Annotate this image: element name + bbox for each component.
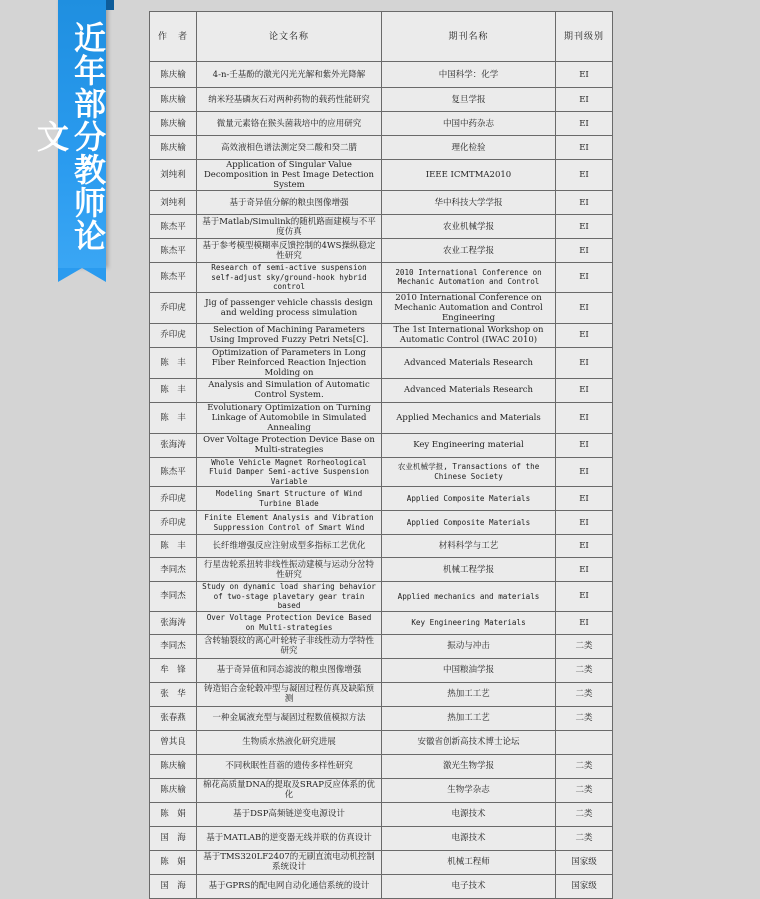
- level-cell: 二类: [556, 826, 613, 850]
- header-title: 论文名称: [197, 12, 382, 62]
- table-row: [150, 658, 613, 682]
- paper-title-cell: Application of Singular Value Decomposition in Pest Image Detection System: [197, 160, 382, 191]
- level-cell: 国家级: [556, 874, 613, 898]
- journal-cell: IEEE ICMTMA2010: [382, 160, 556, 191]
- journal-cell: 安徽省创新高技术博士论坛: [382, 730, 556, 754]
- journal-cell: 振动与冲击: [382, 634, 556, 658]
- table-row: [150, 611, 613, 634]
- journal-cell: 农业工程学报: [382, 239, 556, 263]
- journal-cell: 理化检验: [382, 136, 556, 160]
- journal-cell: Advanced Materials Research: [382, 378, 556, 402]
- banner-notch: [58, 268, 106, 282]
- level-cell: EI: [556, 558, 613, 582]
- level-cell: EI: [556, 487, 613, 511]
- author-cell: 乔印虎: [150, 511, 197, 535]
- paper-title-cell: 基于参考模型模糊率反馈控制的4WS操纵稳定性研究: [197, 239, 382, 263]
- paper-title-cell: 基于TMS320LF2407的无刷直流电动机控制系统设计: [197, 850, 382, 874]
- paper-title-cell: Optimization of Parameters in Long Fiber Reinforced Reaction Injection Molding on: [197, 347, 382, 378]
- journal-cell: 激光生物学报: [382, 754, 556, 778]
- table-row: [150, 215, 613, 239]
- table-body: [150, 62, 613, 899]
- table-header-row: [150, 12, 613, 62]
- level-cell: EI: [556, 215, 613, 239]
- paper-title-cell: Evolutionary Optimization on Turning Linkage of Automobile in Simulated Annealing: [197, 402, 382, 433]
- table-row: [150, 511, 613, 535]
- header-journal: 期刊名称: [382, 12, 556, 62]
- level-cell: 二类: [556, 682, 613, 706]
- paper-title-cell: 一种金属液充型与凝固过程数值模拟方法: [197, 706, 382, 730]
- paper-title-cell: Selection of Machining Parameters Using Improved Fuzzy Petri Nets[C].: [197, 323, 382, 347]
- level-cell: EI: [556, 457, 613, 487]
- journal-cell: 华中科技大学学报: [382, 191, 556, 215]
- table-row: [150, 402, 613, 433]
- level-cell: EI: [556, 433, 613, 457]
- journal-cell: 中国粮油学报: [382, 658, 556, 682]
- level-cell: EI: [556, 62, 613, 88]
- paper-title-cell: 基于奇异值和同态滤波的粮虫图像增强: [197, 658, 382, 682]
- paper-title-cell: 不同秋眠性苜蓿的遗传多样性研究: [197, 754, 382, 778]
- journal-cell: Key Engineering Materials: [382, 611, 556, 634]
- level-cell: EI: [556, 263, 613, 293]
- table-row: [150, 292, 613, 323]
- paper-title-cell: 棉花高质量DNA的提取及SRAP反应体系的优化: [197, 778, 382, 802]
- journal-cell: 农业机械学报, Transactions of the Chinese Society: [382, 457, 556, 487]
- paper-title-cell: 基于Matlab/Simulink的随机路面建模与不平度仿真: [197, 215, 382, 239]
- author-cell: 陈杰平: [150, 215, 197, 239]
- author-cell: 国 海: [150, 874, 197, 898]
- table-row: [150, 347, 613, 378]
- table-row: [150, 558, 613, 582]
- author-cell: 李同杰: [150, 582, 197, 612]
- journal-cell: 热加工工艺: [382, 682, 556, 706]
- paper-title-cell: 铸造铝合金轮毂冲型与凝固过程仿真及缺陷预测: [197, 682, 382, 706]
- paper-title-cell: 基于奇异值分解的粮虫图像增强: [197, 191, 382, 215]
- author-cell: 乔印虎: [150, 292, 197, 323]
- table-row: [150, 730, 613, 754]
- author-cell: 陈杰平: [150, 263, 197, 293]
- author-cell: 李同杰: [150, 558, 197, 582]
- paper-title-cell: 含转轴裂纹的离心叶轮转子非线性动力学特性研究: [197, 634, 382, 658]
- paper-title-cell: 纳米羟基磷灰石对两种药物的载药性能研究: [197, 88, 382, 112]
- journal-cell: Key Engineering material: [382, 433, 556, 457]
- author-cell: 陈 丰: [150, 402, 197, 433]
- author-cell: 刘纯利: [150, 191, 197, 215]
- author-cell: 李同杰: [150, 634, 197, 658]
- level-cell: EI: [556, 582, 613, 612]
- author-cell: 陈 娟: [150, 802, 197, 826]
- level-cell: EI: [556, 511, 613, 535]
- table-row: [150, 457, 613, 487]
- author-cell: 陈庆榆: [150, 136, 197, 160]
- level-cell: 二类: [556, 778, 613, 802]
- paper-title-cell: 基于DSP高频链逆变电源设计: [197, 802, 382, 826]
- journal-cell: 电子技术: [382, 874, 556, 898]
- level-cell: EI: [556, 611, 613, 634]
- paper-title-cell: 基于MATLAB的逆变器无线并联的仿真设计: [197, 826, 382, 850]
- table-row: [150, 634, 613, 658]
- level-cell: EI: [556, 191, 613, 215]
- table-row: [150, 850, 613, 874]
- journal-cell: Applied Mechanics and Materials: [382, 402, 556, 433]
- journal-cell: Applied mechanics and materials: [382, 582, 556, 612]
- author-cell: 陈庆榆: [150, 754, 197, 778]
- papers-table: [149, 11, 613, 899]
- table-row: [150, 378, 613, 402]
- banner-title: 近年部分教师论文: [32, 20, 107, 252]
- level-cell: EI: [556, 112, 613, 136]
- table-row: [150, 706, 613, 730]
- level-cell: EI: [556, 402, 613, 433]
- paper-title-cell: Analysis and Simulation of Automatic Control System.: [197, 378, 382, 402]
- journal-cell: 电源技术: [382, 802, 556, 826]
- author-cell: 张春燕: [150, 706, 197, 730]
- author-cell: 陈 丰: [150, 347, 197, 378]
- paper-title-cell: 微量元素铬在猴头菌栽培中的应用研究: [197, 112, 382, 136]
- author-cell: 陈 丰: [150, 535, 197, 558]
- level-cell: 二类: [556, 754, 613, 778]
- paper-title-cell: Over Voltage Protection Device Base on Multi-strategies: [197, 433, 382, 457]
- level-cell: 二类: [556, 706, 613, 730]
- level-cell: EI: [556, 535, 613, 558]
- table-row: [150, 535, 613, 558]
- table-row: [150, 778, 613, 802]
- journal-cell: 热加工工艺: [382, 706, 556, 730]
- table-row: [150, 433, 613, 457]
- paper-title-cell: 行星齿轮系扭转非线性振动建模与运动分岔特性研究: [197, 558, 382, 582]
- level-cell: EI: [556, 160, 613, 191]
- table-row: [150, 191, 613, 215]
- journal-cell: The 1st International Workshop on Automatic Control (IWAC 2010): [382, 323, 556, 347]
- author-cell: 张 华: [150, 682, 197, 706]
- author-cell: 牟 锋: [150, 658, 197, 682]
- level-cell: [556, 730, 613, 754]
- table-row: [150, 582, 613, 612]
- paper-title-cell: Over Voltage Protection Device Based on Multi-strategies: [197, 611, 382, 634]
- table-row: [150, 88, 613, 112]
- paper-title-cell: 生物质水热液化研究进展: [197, 730, 382, 754]
- paper-title-cell: 基于GPRS的配电网自动化通信系统的设计: [197, 874, 382, 898]
- journal-cell: 机械工程师: [382, 850, 556, 874]
- author-cell: 陈庆榆: [150, 88, 197, 112]
- journal-cell: Applied Composite Materials: [382, 511, 556, 535]
- author-cell: 张海涛: [150, 611, 197, 634]
- paper-title-cell: Finite Element Analysis and Vibration Suppression Control of Smart Wind: [197, 511, 382, 535]
- level-cell: EI: [556, 378, 613, 402]
- author-cell: 乔印虎: [150, 323, 197, 347]
- table-row: [150, 802, 613, 826]
- table-row: [150, 754, 613, 778]
- author-cell: 曾其良: [150, 730, 197, 754]
- journal-cell: 机械工程学报: [382, 558, 556, 582]
- journal-cell: 中国科学：化学: [382, 62, 556, 88]
- table-row: [150, 826, 613, 850]
- journal-cell: Applied Composite Materials: [382, 487, 556, 511]
- author-cell: 张海涛: [150, 433, 197, 457]
- author-cell: 陈庆榆: [150, 778, 197, 802]
- table-row: [150, 874, 613, 898]
- level-cell: 二类: [556, 658, 613, 682]
- table-row: [150, 112, 613, 136]
- banner-fold: [106, 0, 114, 10]
- author-cell: 陈 娟: [150, 850, 197, 874]
- level-cell: 二类: [556, 634, 613, 658]
- journal-cell: 材料科学与工艺: [382, 535, 556, 558]
- level-cell: EI: [556, 323, 613, 347]
- level-cell: EI: [556, 88, 613, 112]
- journal-cell: 中国中药杂志: [382, 112, 556, 136]
- paper-title-cell: Modeling Smart Structure of Wind Turbine Blade: [197, 487, 382, 511]
- journal-cell: 农业机械学报: [382, 215, 556, 239]
- table-row: [150, 323, 613, 347]
- table-row: [150, 263, 613, 293]
- level-cell: EI: [556, 347, 613, 378]
- author-cell: 国 海: [150, 826, 197, 850]
- author-cell: 刘纯利: [150, 160, 197, 191]
- level-cell: 二类: [556, 802, 613, 826]
- header-author: 作 者: [150, 12, 197, 62]
- journal-cell: 复旦学报: [382, 88, 556, 112]
- table-row: [150, 239, 613, 263]
- journal-cell: 生物学杂志: [382, 778, 556, 802]
- table-row: [150, 682, 613, 706]
- paper-title-cell: 高效液相色谱法测定癸二酸和癸二腈: [197, 136, 382, 160]
- level-cell: EI: [556, 292, 613, 323]
- journal-cell: 电源技术: [382, 826, 556, 850]
- author-cell: 陈杰平: [150, 457, 197, 487]
- paper-title-cell: Whole Vehicle Magnet Rorheological Fluid Damper Semi-active Suspension Variable: [197, 457, 382, 487]
- level-cell: EI: [556, 239, 613, 263]
- journal-cell: 2010 International Conference on Mechanic Automation and Control: [382, 263, 556, 293]
- table-row: [150, 62, 613, 88]
- paper-title-cell: Jig of passenger vehicle chassis design and welding process simulation: [197, 292, 382, 323]
- author-cell: 乔印虎: [150, 487, 197, 511]
- paper-title-cell: Research of semi-active suspension self-adjust sky/ground-hook hybrid control: [197, 263, 382, 293]
- paper-title-cell: 4-n-壬基酚的激光闪光光解和紫外光降解: [197, 62, 382, 88]
- author-cell: 陈庆榆: [150, 62, 197, 88]
- table-row: [150, 487, 613, 511]
- author-cell: 陈庆榆: [150, 112, 197, 136]
- level-cell: EI: [556, 136, 613, 160]
- header-level: 期刊级别: [556, 12, 613, 62]
- level-cell: 国家级: [556, 850, 613, 874]
- table-row: [150, 160, 613, 191]
- paper-title-cell: Study on dynamic load sharing behavior of two-stage plavetary gear train based: [197, 582, 382, 612]
- table-row: [150, 136, 613, 160]
- journal-cell: Advanced Materials Research: [382, 347, 556, 378]
- paper-title-cell: 长纤维增强反应注射成型多指标工艺优化: [197, 535, 382, 558]
- journal-cell: 2010 International Conference on Mechanic Automation and Control Engineering: [382, 292, 556, 323]
- author-cell: 陈 丰: [150, 378, 197, 402]
- author-cell: 陈杰平: [150, 239, 197, 263]
